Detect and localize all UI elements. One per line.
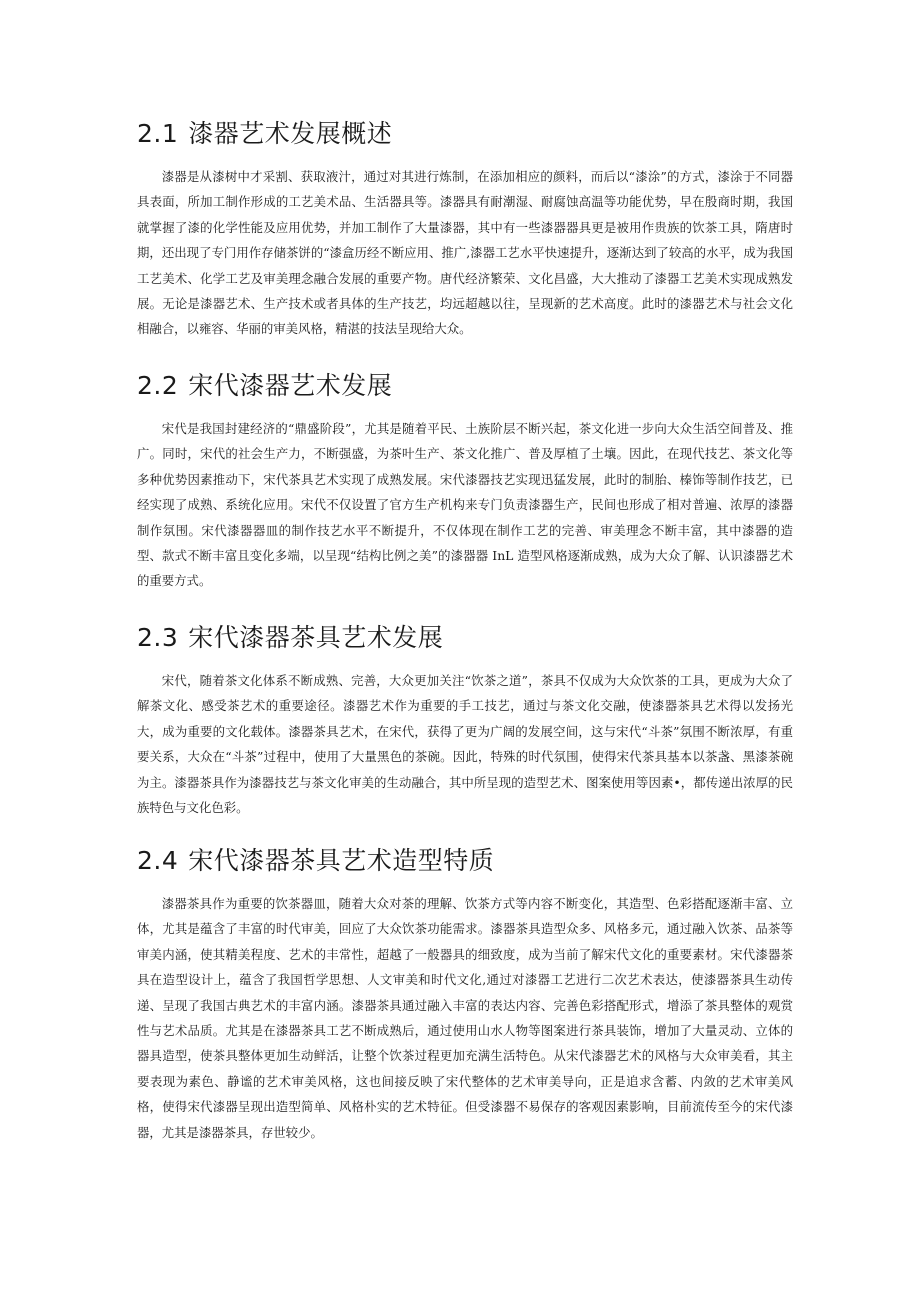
section-number: 2.2 xyxy=(137,371,179,400)
section-title: 漆器艺术发展概述 xyxy=(188,119,393,148)
section-paragraph: 宋代，随着茶文化体系不断成熟、完善，大众更加关注“饮茶之道”，茶具不仅成为大众饮茶的工具，更成为大众了解茶文化、感受茶艺术的重要途径。漆器艺术作为重要的手工技艺，通过与茶文化交融，使漆器茶具艺术得以发扬光大，成为重要的文化载体。漆器茶具艺术，在宋代，获得了更为广阔的发展空间，这与宋代“斗茶”氛围不断浓厚，有重要关系，大众在“斗茶”过程中，使用了大量黑色的茶碗。因此，特殊的时代氛围，使得宋代茶具基本以茶盏、黑漆茶碗为主。漆器茶具作为漆器技艺与茶文化审美的生动融合，其中所呈现的造型艺术、图案使用等因素•，都传递出浓厚的民族特色与文化色彩。 xyxy=(137,673,793,816)
section-heading xyxy=(137,370,793,402)
section-paragraph: 漆器茶具作为重要的饮茶器皿，随着大众对茶的理解、饮茶方式等内容不断变化，其造型、色彩搭配逐渐丰富、立体，尤其是蕴含了丰富的时代审美，回应了大众饮茶功能需求。漆器茶具造型众多、风格多元，通过融入饮茶、品茶等审美内涵，使其精美程度、艺术的丰常性，超越了一般器具的细致度，成为当前了解宋代文化的重要素材。宋代漆器茶具在造型设计上，蕴含了我国哲学思想、人文审美和时代文化,通过对漆器工艺进行二次艺术表达，使漆器茶具生动传递、呈现了我国古典艺术的丰富内涵。漆器茶具通过融入丰富的表达内容、完善色彩搭配形式，增添了茶具整体的观赏性与艺术品质。尤其是在漆器茶具工艺不断成熟后，通过使用山水人物等图案进行茶具装饰，增加了大量灵动、立体的器具造型，使茶具整体更加生动鲜活，让整个饮茶过程更加充满生活特色。从宋代漆器艺术的风格与大众审美看，其主要表现为素色、静谧的艺术审美风格，这也间接反映了宋代整体的艺术审美导向，正是追求含蓄、内敛的艺术审美风格，使得宋代漆器呈现出造型简单、风格朴实的艺术特征。但受漆器不易保存的客观因素影响，目前流传至今的宋代漆器，尤其是漆器茶具，存世较少。 xyxy=(137,896,793,1140)
section-2-4 xyxy=(137,845,793,1145)
section-heading xyxy=(137,118,793,150)
section-paragraph: 漆器是从漆树中才采割、获取液汁，通过对其进行炼制，在添加相应的颜料，而后以“漆涂”的方式，漆涂于不同器具表面，所加工制作形成的工艺美术品、生活器具等。漆器具有耐潮湿、耐腐蚀高温等功能优势，早在殷商时期，我国就掌握了漆的化学性能及应用优势，并加工制作了大量漆器，其中有一些漆器器具更是被用作贵族的饮茶工具，隋唐时期，还出现了专门用作存储茶饼的“漆盒历经不断应用、推广,漆器工艺水平快速提升，逐渐达到了较高的水平，成为我国工艺美术、化学工艺及审美理念融合发展的重要产物。唐代经济繁荣、文化昌盛，大大推动了漆器工艺美术实现成熟发展。无论是漆器艺术、生产技术或者具体的生产技艺，均远超越以往，呈现新的艺术高度。此时的漆器艺术与社会文化相融合，以雍容、华丽的审美风格，精湛的技法呈现给大众。 xyxy=(137,169,793,337)
section-number: 2.3 xyxy=(137,623,179,652)
section-heading xyxy=(137,622,793,654)
section-number: 2.1 xyxy=(137,119,179,148)
section-2-3 xyxy=(137,622,793,820)
section-2-1 xyxy=(137,118,793,342)
section-title: 宋代漆器艺术发展 xyxy=(188,371,393,400)
section-number: 2.4 xyxy=(137,846,179,875)
section-title: 宋代漆器茶具艺术造型特质 xyxy=(188,846,495,875)
section-2-2 xyxy=(137,370,793,594)
section-title: 宋代漆器茶具艺术发展 xyxy=(188,623,444,652)
section-heading xyxy=(137,845,793,877)
section-paragraph: 宋代是我国封建经济的“鼎盛阶段”，尤其是随着平民、土族阶层不断兴起，茶文化进一步向大众生活空间普及、推广。同时，宋代的社会生产力，不断强盛，为茶叶生产、茶文化推广、普及厚植了土壤。因此，在现代技艺、茶文化等多种优势因素推动下，宋代茶具艺术实现了成熟发展。宋代漆器技艺实现迅猛发展，此时的制胎、榛饰等制作技艺，已经实现了成熟、系统化应用。宋代不仅设置了官方生产机构来专门负责漆器生产，民间也形成了相对普遍、浓厚的漆器制作氛围。宋代漆器器皿的制作技艺水平不断提升，不仅体现在制作工艺的完善、审美理念不断丰富，其中漆器的造型、款式不断丰富且变化多端，以呈现“结构比例之美”的漆器器 InL 造型风格逐渐成熟，成为大众了解、认识漆器艺术的重要方式。 xyxy=(137,421,793,589)
